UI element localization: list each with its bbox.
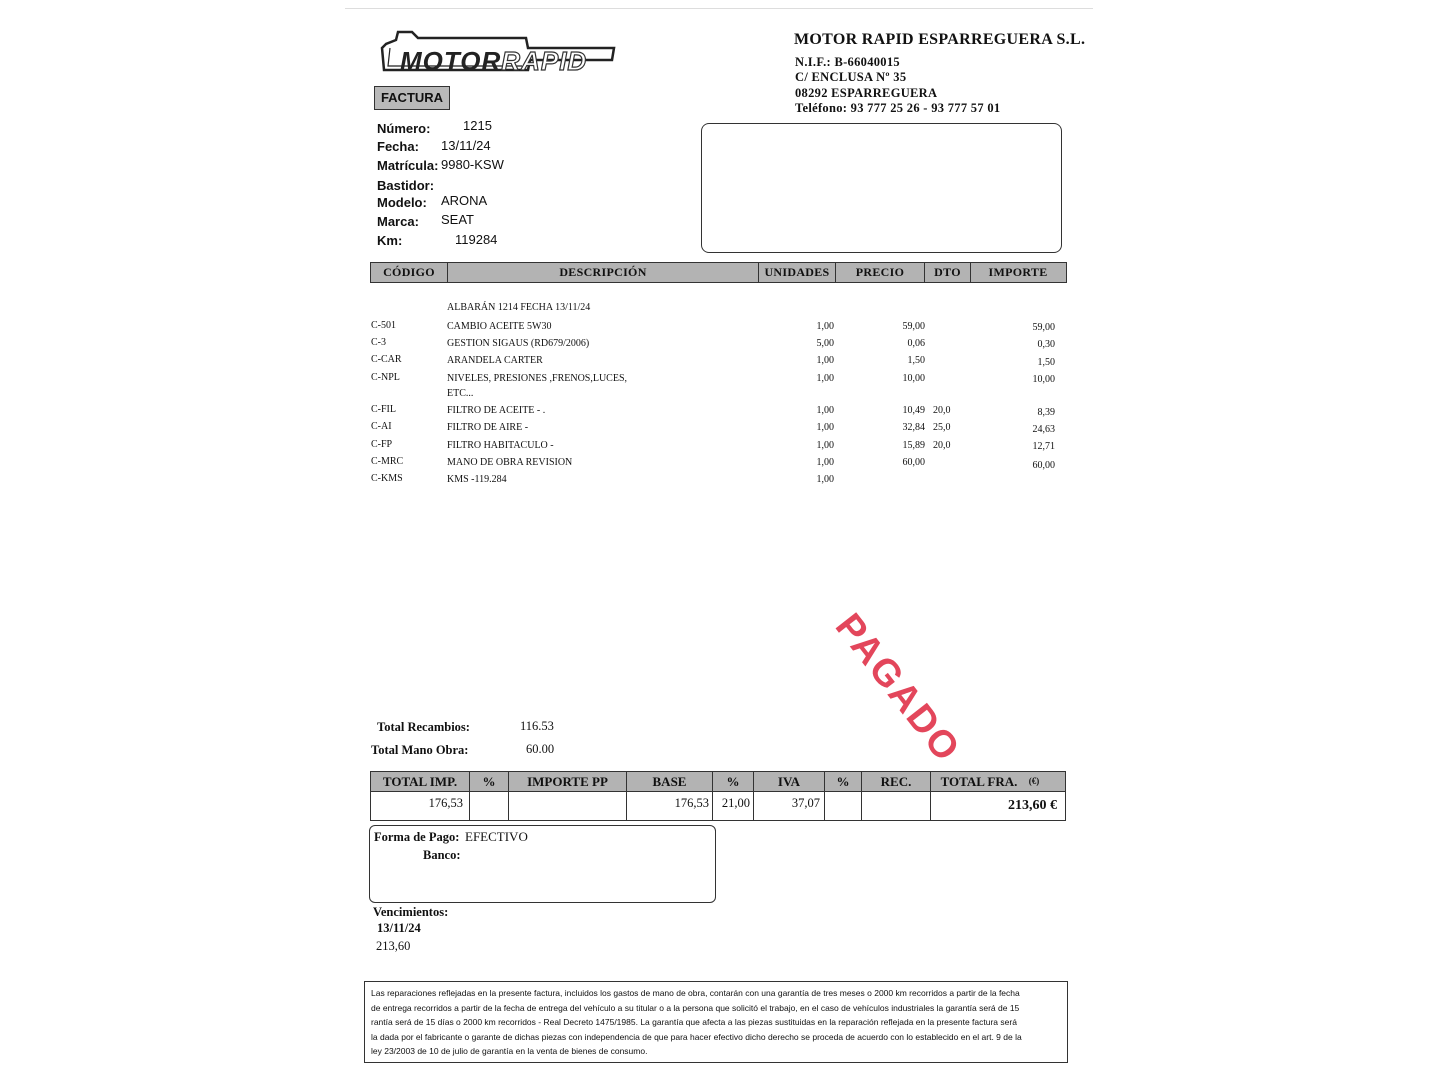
pagado-stamp: PAGADO xyxy=(826,606,969,771)
bastidor-label: Bastidor: xyxy=(377,178,435,193)
item-discount: 20,0 xyxy=(933,440,951,451)
mano-obra-value: 60.00 xyxy=(526,742,555,756)
sum-total-fra: 213,60 € xyxy=(1008,798,1057,813)
company-nif: N.I.F.: B-66040015 xyxy=(795,55,900,69)
warranty-line: rantía será de 15 días o 2000 km recorridos - Real Decreto 1475/1985. La garantía que afecta a las piezas sustituidas en la reparación reflejada en la presente factura será xyxy=(371,1017,1017,1027)
fecha-label: Fecha: xyxy=(377,139,419,154)
recambios-label: Total Recambios: xyxy=(377,720,470,734)
item-description: CAMBIO ACEITE 5W30 xyxy=(447,321,552,332)
warranty-notice xyxy=(364,981,1068,1063)
item-description: FILTRO HABITACULO - xyxy=(447,440,554,451)
sum-col-pct1: % xyxy=(482,774,496,789)
sum-col-importe-pp: IMPORTE PP xyxy=(527,774,608,789)
sum-col-pct-iva: % xyxy=(726,774,740,789)
item-price: 15,89 xyxy=(902,440,925,451)
item-description: FILTRO DE ACEITE - . xyxy=(447,405,546,416)
warranty-line: Las reparaciones reflejadas en la presente factura, incluidos los gastos de mano de obra, contarán con una garantía de tres meses o 2000 km recorridos a partir de la fecha xyxy=(371,988,1020,998)
item-price: 10,49 xyxy=(902,405,925,416)
item-amount: 10,00 xyxy=(1032,374,1055,385)
vencimientos-label: Vencimientos: xyxy=(373,905,449,919)
sum-total-imp: 176,53 xyxy=(428,796,463,810)
fecha-value: 13/11/24 xyxy=(441,138,491,153)
item-units: 5,00 xyxy=(816,338,834,349)
item-amount: 1,50 xyxy=(1037,357,1055,368)
item-price: 10,00 xyxy=(902,373,925,384)
item-code: C-MRC xyxy=(371,456,404,467)
sum-col-base: BASE xyxy=(652,774,687,789)
item-description-cont: ETC... xyxy=(447,388,474,399)
marca-label: Marca: xyxy=(377,214,419,229)
matricula-value: 9980-KSW xyxy=(441,157,504,172)
sum-col-iva: IVA xyxy=(777,774,801,789)
item-description: NIVELES, PRESIONES ,FRENOS,LUCES, xyxy=(447,373,628,384)
albaran-line: ALBARÁN 1214 FECHA 13/11/24 xyxy=(447,302,591,313)
vencimiento-importe: 213,60 xyxy=(376,939,411,953)
item-amount: 0,30 xyxy=(1037,339,1055,350)
item-amount: 24,63 xyxy=(1032,424,1055,435)
forma-pago-label: Forma de Pago: xyxy=(374,830,460,844)
numero-label: Número: xyxy=(377,121,431,136)
matricula-label: Matrícula: xyxy=(377,158,439,173)
warranty-line: la dada por el fabricante o garante de dichas piezas con independencia de que para hacer efectivo dicho derecho se proceda de acuerdo con lo establecido en el art. 9 de la xyxy=(371,1031,1022,1042)
item-price: 0,06 xyxy=(907,338,925,349)
item-description: GESTION SIGAUS (RD679/2006) xyxy=(447,338,590,349)
col-precio: PRECIO xyxy=(855,265,905,279)
item-description: KMS -119.284 xyxy=(447,474,507,485)
item-discount: 20,0 xyxy=(933,405,951,416)
item-amount: 59,00 xyxy=(1032,322,1055,333)
forma-pago-value: EFECTIVO xyxy=(465,829,528,844)
sum-col-pct-rec: % xyxy=(836,774,850,789)
summary-values xyxy=(370,791,1066,821)
item-code: C-NPL xyxy=(371,372,400,383)
item-code: C-FIL xyxy=(371,404,396,415)
km-label: Km: xyxy=(377,233,403,248)
sum-col-total-imp: TOTAL IMP. xyxy=(382,774,458,789)
col-codigo: CÓDIGO xyxy=(383,265,435,279)
item-price: 1,50 xyxy=(907,355,925,366)
col-unidades: UNIDADES xyxy=(764,265,830,279)
km-value: 119284 xyxy=(455,232,498,247)
item-price: 59,00 xyxy=(902,321,925,332)
sum-base: 176,53 xyxy=(674,796,709,810)
modelo-value: ARONA xyxy=(441,193,488,208)
company-phone: Teléfono: 93 777 25 26 - 93 777 57 01 xyxy=(795,101,1001,115)
mano-obra-label: Total Mano Obra: xyxy=(371,743,469,757)
item-units: 1,00 xyxy=(816,405,834,416)
item-description: MANO DE OBRA REVISION xyxy=(447,457,573,468)
item-code: C-CAR xyxy=(371,354,402,365)
company-city: 08292 ESPARREGUERA xyxy=(795,86,938,100)
item-amount: 12,71 xyxy=(1032,441,1055,452)
item-code: C-FP xyxy=(371,439,393,450)
company-address: C/ ENCLUSA Nº 35 xyxy=(795,70,907,84)
item-units: 1,00 xyxy=(816,355,834,366)
item-code: C-501 xyxy=(371,320,396,331)
logo-wordmark: MOTORRAPID xyxy=(400,46,588,76)
items-table-header xyxy=(370,262,1067,283)
item-description: FILTRO DE AIRE - xyxy=(447,422,529,433)
vencimiento-fecha: 13/11/24 xyxy=(377,921,421,935)
item-units: 1,00 xyxy=(816,373,834,384)
item-price: 32,84 xyxy=(902,422,925,433)
client-address-box xyxy=(701,123,1062,253)
item-units: 1,00 xyxy=(816,321,834,332)
marca-value: SEAT xyxy=(441,212,474,227)
item-code: C-AI xyxy=(371,421,392,432)
item-amount: 60,00 xyxy=(1032,460,1055,471)
warranty-line: de entrega recorridos a partir de la fecha de entrega del vehículo a su titular o a la persona que solicitó el trabajo, en el caso de vehículos industriales la garantía será de 15 xyxy=(371,1002,1020,1013)
summary-header xyxy=(370,771,1066,792)
sum-col-currency: (€) xyxy=(1028,776,1040,786)
warranty-line: ley 23/2003 de 10 de julio de garantía en la venta de bienes de consumo. xyxy=(371,1046,648,1056)
item-description: ARANDELA CARTER xyxy=(447,355,543,366)
sum-pct-iva: 21,00 xyxy=(721,796,750,810)
item-price: 60,00 xyxy=(902,457,925,468)
item-code: C-KMS xyxy=(371,473,403,484)
col-importe: IMPORTE xyxy=(988,265,1048,279)
item-code: C-3 xyxy=(371,337,386,348)
company-name: MOTOR RAPID ESPARREGUERA S.L. xyxy=(794,31,1086,48)
item-discount: 25,0 xyxy=(933,422,951,433)
item-units: 1,00 xyxy=(816,474,834,485)
item-units: 1,00 xyxy=(816,422,834,433)
sum-col-rec: REC. xyxy=(880,774,912,789)
doc-type-badge: FACTURA xyxy=(374,86,450,110)
banco-label: Banco: xyxy=(423,848,461,862)
item-units: 1,00 xyxy=(816,440,834,451)
item-amount: 8,39 xyxy=(1037,407,1055,418)
recambios-value: 116.53 xyxy=(520,719,554,733)
sum-iva: 37,07 xyxy=(791,796,820,810)
col-dto: DTO xyxy=(934,265,961,279)
col-descripcion: DESCRIPCIÓN xyxy=(559,265,647,279)
numero-value: 1215 xyxy=(463,118,492,133)
modelo-label: Modelo: xyxy=(377,195,427,210)
item-units: 1,00 xyxy=(816,457,834,468)
sum-col-total-fra: TOTAL FRA. xyxy=(940,774,1018,789)
